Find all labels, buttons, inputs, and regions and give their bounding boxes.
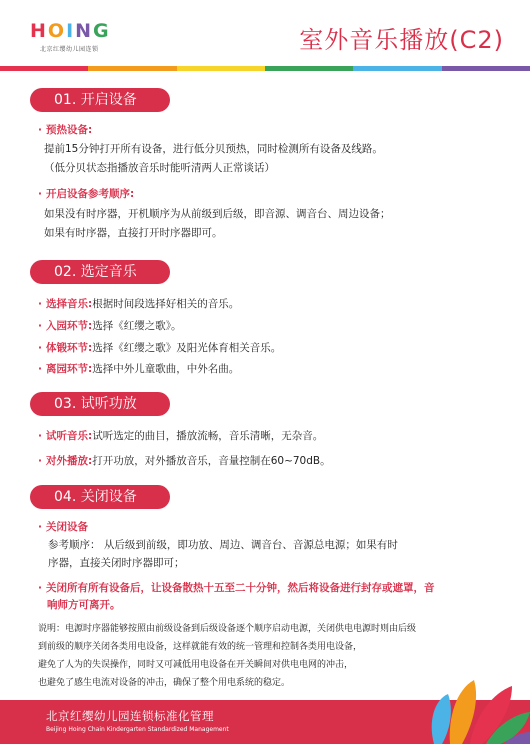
item-title-preheat: · 预热设备: (38, 124, 93, 136)
page-title: 室外音乐播放(C2) (299, 26, 504, 54)
petal-orange (450, 680, 476, 744)
rainbow-stripe (0, 66, 530, 71)
section-heading-2: 02. 选定音乐 (30, 260, 170, 284)
stripe-segment (177, 66, 265, 71)
item-title-order: · 开启设备参考顺序: (38, 188, 135, 200)
list-item: · 选择音乐:根据时间段选择好相关的音乐。 (38, 298, 240, 310)
preheat-text-1: 提前15分钟打开所有设备，进行低分贝预热，同时检测所有设备及线路。 (44, 143, 383, 155)
item-title-shutdown: · 关闭设备 (38, 521, 88, 533)
section-heading-3: 03. 试听功放 (30, 392, 170, 416)
list-item: · 体锻环节:选择《红缨之歌》及阳光体育相关音乐。 (38, 342, 282, 354)
logo-letter: N (75, 20, 92, 42)
shutdown-text-1: 参考顺序： 从后级到前级，即功放、周边、调音台、音源总电源；如果有时 (48, 539, 398, 551)
list-item: · 离园环节:选择中外儿童歌曲，中外名曲。 (38, 363, 240, 375)
stripe-segment (88, 66, 176, 71)
explanation-note: 说明：电源时序器能够按照由前级设备到后级设备逐个顺序启动电源，关闭供电电源时则由后级 到前级的顺序关闭各类用电设备，这样就能有效的统一管理和控制各类用电设备， 避免了人为的失误操作，同时又可减低用电设备在开关瞬间对供电电网的冲击， 也避免了感生电流对设备的冲击，确保了整个用电系统的稳定。 (38, 624, 417, 688)
stripe-segment (265, 66, 353, 71)
list-item: · 对外播放:打开功放，对外播放音乐，音量控制在60~70dB。 (38, 455, 331, 467)
page-header (0, 0, 530, 72)
logo-letter: H (30, 20, 46, 42)
preheat-text-2: （低分贝状态指播放音乐时能听清两人正常谈话） (44, 162, 275, 174)
shutdown-text-2: 序器，直接关闭时序器即可； (48, 557, 185, 569)
stripe-segment (353, 66, 441, 71)
list-item: · 试听音乐:试听选定的曲目，播放流畅，音乐清晰，无杂音。 (38, 430, 324, 442)
footer-title-en: Beijing Hoing Chain Kindergarten Standardized Management (46, 726, 229, 733)
order-text-1: 如果没有时序器，开机顺序为从前级到后级，即音源、调音台、周边设备； (44, 208, 391, 220)
cooldown-warning: · 关闭所有所有设备后，让设备散热十五至二十分钟，然后将设备进行封存或遮罩，音 响师方可离开。 (38, 582, 435, 611)
footer-title-cn: 北京红缨幼儿园连锁标准化管理 (46, 709, 214, 723)
petal-decoration-icon (420, 660, 530, 744)
logo-subtitle: 北京红缨幼儿园连锁 (40, 46, 99, 53)
logo-wordmark (30, 20, 140, 42)
logo-letter: I (66, 20, 74, 42)
stripe-segment (442, 66, 530, 71)
order-text-2: 如果有时序器，直接打开时序器即可。 (44, 227, 223, 239)
stripe-segment (0, 66, 88, 71)
petal-blue (432, 694, 451, 744)
list-item: · 入园环节:选择《红缨之歌》。 (38, 320, 182, 332)
section-heading-1: 01. 开启设备 (30, 88, 170, 112)
logo-letter: O (47, 20, 65, 42)
logo-letter: G (93, 20, 109, 42)
hoing-logo (30, 20, 140, 60)
section-heading-4: 04. 关闭设备 (30, 485, 170, 509)
